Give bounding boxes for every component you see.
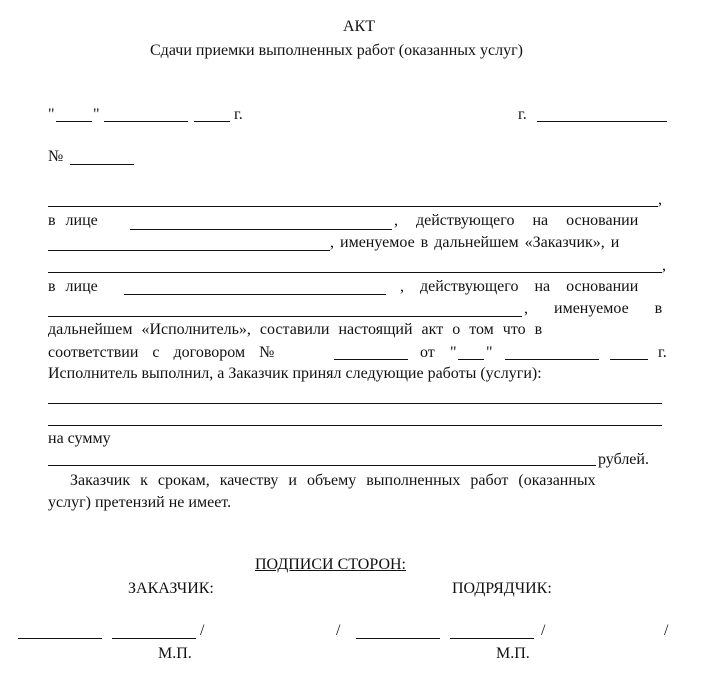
year-suffix: г. bbox=[658, 344, 667, 361]
contractor-signature-blank[interactable] bbox=[356, 638, 440, 639]
in-person-label: в лице bbox=[48, 212, 98, 229]
contractor-representative-blank[interactable] bbox=[124, 294, 386, 295]
sum-blank[interactable] bbox=[48, 465, 596, 466]
year-suffix: г. bbox=[234, 106, 243, 123]
contractor-stamp-label: М.П. bbox=[496, 645, 530, 662]
customer-name-print-blank[interactable] bbox=[112, 638, 196, 639]
contract-number-blank[interactable] bbox=[334, 359, 408, 360]
day-blank[interactable] bbox=[56, 121, 92, 122]
contractor-named-label: , именуемое в bbox=[524, 300, 663, 317]
works-line-1[interactable] bbox=[48, 403, 662, 404]
comma: , bbox=[662, 257, 666, 274]
no-claims-text-line2: услуг) претензий не имеет. bbox=[48, 494, 232, 511]
customer-named-label: , именуемое в дальнейшем «Заказчик», и bbox=[330, 234, 620, 251]
slash: / bbox=[336, 622, 341, 639]
contract-year-blank[interactable] bbox=[610, 359, 648, 360]
customer-stamp-label: М.П. bbox=[158, 645, 192, 662]
slash: / bbox=[541, 622, 546, 639]
acting-basis-label: , действующего на основании bbox=[394, 212, 639, 229]
rubles-label: рублей. bbox=[598, 451, 649, 468]
city-prefix: г. bbox=[518, 106, 527, 123]
contract-day-open-quote: " bbox=[450, 344, 457, 361]
from-label: от bbox=[420, 344, 435, 361]
sum-label: на сумму bbox=[48, 430, 111, 447]
number-blank[interactable] bbox=[70, 164, 134, 165]
contract-day-close-quote: " bbox=[486, 344, 493, 361]
slash: / bbox=[200, 622, 205, 639]
customer-representative-blank[interactable] bbox=[130, 229, 392, 230]
year-blank[interactable] bbox=[194, 121, 230, 122]
works-line-2[interactable] bbox=[48, 425, 662, 426]
works-intro-text: Исполнитель выполнил, а Заказчик принял следующие работы (услуги): bbox=[48, 365, 542, 382]
contractor-basis-blank[interactable] bbox=[48, 316, 522, 317]
month-blank[interactable] bbox=[104, 121, 188, 122]
contractor-name-blank[interactable] bbox=[48, 272, 662, 273]
contractor-name-print-blank[interactable] bbox=[450, 638, 534, 639]
customer-basis-blank[interactable] bbox=[48, 250, 330, 251]
customer-label: ЗАКАЗЧИК: bbox=[128, 580, 214, 597]
date-open-quote: " bbox=[48, 106, 55, 123]
customer-name-blank[interactable] bbox=[48, 206, 658, 207]
in-person-label: в лице bbox=[48, 278, 98, 295]
date-close-quote: " bbox=[93, 106, 100, 123]
acting-basis-label: , действующего на основании bbox=[400, 278, 639, 295]
contractor-label: ПОДРЯДЧИК: bbox=[452, 580, 552, 597]
document-title: АКТ bbox=[343, 18, 375, 35]
customer-signature-blank[interactable] bbox=[18, 638, 102, 639]
comma: , bbox=[658, 191, 662, 208]
contractor-intro-text: дальнейшем «Исполнитель», составили настоящий акт о том что в bbox=[48, 321, 543, 338]
signatures-title: ПОДПИСИ СТОРОН: bbox=[255, 556, 406, 573]
document-subtitle: Сдачи приемки выполненных работ (оказанных услуг) bbox=[150, 42, 524, 59]
number-label: № bbox=[48, 148, 64, 165]
no-claims-text-line1: Заказчик к срокам, качеству и объему выполненных работ (оказанных bbox=[70, 472, 596, 489]
slash: / bbox=[664, 622, 669, 639]
city-blank[interactable] bbox=[537, 121, 667, 122]
contract-reference-text: соответствии с договором № bbox=[48, 344, 275, 361]
contract-month-blank[interactable] bbox=[505, 359, 599, 360]
contract-day-blank[interactable] bbox=[458, 359, 484, 360]
